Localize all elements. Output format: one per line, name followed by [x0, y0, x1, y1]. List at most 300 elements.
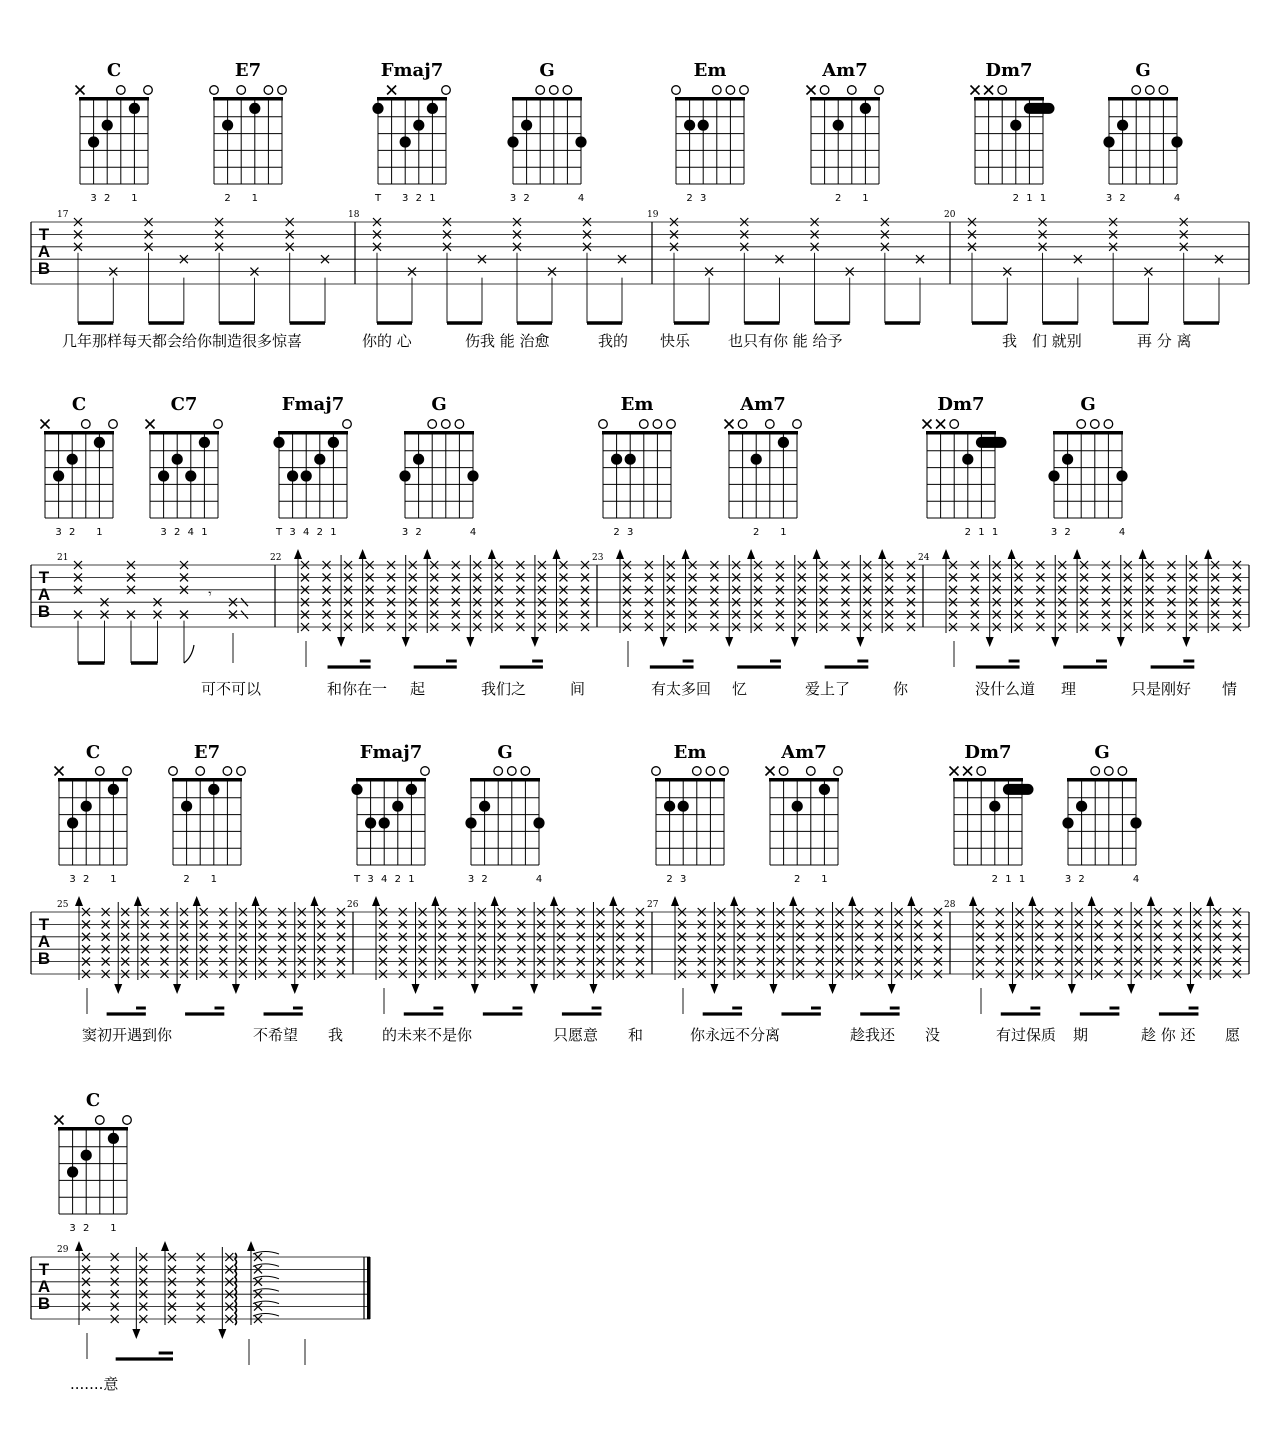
tab-clef-letter: B [37, 1294, 51, 1313]
tab-notes [74, 549, 1241, 667]
chord-name: G [1080, 394, 1096, 415]
finger-number: 1 [780, 527, 787, 538]
rest-symbol: 𝄾 [208, 587, 212, 602]
system-4 [31, 1090, 371, 1393]
tab-clef-letter: T [38, 568, 50, 587]
strum-up-arrow [431, 896, 439, 906]
arpeggio [235, 1253, 237, 1325]
chord-grid [512, 97, 582, 184]
chord-name: Dm7 [985, 60, 1033, 81]
open-marker [563, 86, 572, 95]
measure-number: 19 [647, 210, 659, 220]
strum-up-arrow [1147, 896, 1155, 906]
flag [184, 645, 194, 663]
finger-dot [611, 454, 622, 465]
finger-number: 1 [429, 193, 436, 204]
finger-number: 1 [201, 527, 208, 538]
measure-number: 29 [57, 1245, 69, 1255]
nut [602, 431, 672, 435]
nut [1067, 778, 1137, 782]
finger-dot [1076, 801, 1087, 812]
open-marker [455, 420, 464, 429]
finger-dot [507, 136, 518, 147]
strum-up-arrow [359, 549, 367, 559]
lyric-text: 的未来不是你 [382, 1026, 473, 1044]
strum-down-arrow [725, 637, 733, 647]
tab-notes [75, 1241, 305, 1365]
tab-notes [74, 218, 1223, 323]
finger-number: 2 [1078, 874, 1085, 885]
strum-up-arrow [252, 896, 260, 906]
chord-diagram [55, 1090, 132, 1234]
nut [1053, 431, 1123, 435]
finger-dot [53, 470, 64, 481]
finger-number: 2 [991, 874, 998, 885]
finger-dot [67, 1166, 78, 1177]
finger-dot [314, 454, 325, 465]
mute-marker [76, 86, 85, 95]
finger-dot [81, 801, 92, 812]
lyric-text: 爱上了 [805, 680, 851, 698]
finger-number: 2 [613, 527, 620, 538]
nut [953, 778, 1023, 782]
open-marker [494, 767, 503, 776]
mute-marker [984, 86, 993, 95]
finger-dot [465, 817, 476, 828]
finger-number: 1 [110, 1223, 117, 1234]
tab-clef-letter: A [37, 242, 51, 261]
strum-down-arrow [1127, 984, 1135, 994]
chord-name: Am7 [740, 394, 786, 415]
tab-clef [38, 1260, 50, 1313]
finger-number: 2 [83, 874, 90, 885]
chord-grid [172, 778, 242, 865]
measure-number: 25 [57, 900, 69, 910]
mute-marker [963, 767, 972, 776]
finger-number: 2 [481, 874, 488, 885]
open-marker [536, 86, 545, 95]
open-marker [1105, 767, 1114, 776]
strum-down-arrow [173, 984, 181, 994]
finger-number: 1 [408, 874, 415, 885]
finger-dot [301, 470, 312, 481]
strum-down-arrow [337, 637, 345, 647]
lyrics [62, 332, 1192, 350]
strum-up-arrow [878, 549, 886, 559]
finger-dot [88, 136, 99, 147]
chord-diagram [1062, 742, 1141, 885]
finger-number: 1 [991, 527, 999, 538]
lyric-text: 期 [1073, 1026, 1089, 1044]
strum-down-arrow [829, 984, 837, 994]
measure-number: 23 [592, 553, 604, 563]
chord-name: E7 [193, 742, 221, 763]
finger-dot [1116, 470, 1127, 481]
chord-diagram [55, 742, 132, 885]
lyric-text: 再 分 离 [1137, 332, 1192, 350]
chord-diagram [372, 60, 450, 204]
open-marker [237, 767, 246, 776]
lyric-text: 忆 [732, 680, 748, 698]
nut [149, 431, 219, 435]
finger-number: 2 [104, 193, 111, 204]
strum-up-arrow [1206, 896, 1214, 906]
finger-number: 4 [1118, 527, 1126, 538]
tab-notes [75, 896, 1241, 1014]
strum-down-arrow [986, 637, 994, 647]
mute-marker [950, 767, 959, 776]
nut [655, 778, 725, 782]
finger-dot [819, 784, 830, 795]
lyric-text: 没 [925, 1026, 941, 1044]
finger-number: 1 [330, 527, 337, 538]
lyric-text: 只是刚好 [1131, 680, 1192, 698]
finger-dot [413, 120, 424, 131]
strum-up-arrow [161, 1241, 169, 1251]
chord-diagram [672, 60, 749, 204]
nut [675, 97, 745, 101]
finger-number: 2 [686, 193, 693, 204]
finger-dot [372, 103, 383, 114]
open-marker [1091, 767, 1100, 776]
chord-diagram [599, 394, 676, 538]
finger-number: 3 [401, 527, 409, 538]
tie [253, 1252, 279, 1255]
finger-dot [467, 470, 478, 481]
finger-dot [833, 120, 844, 131]
finger-number: 1 [978, 527, 985, 538]
finger-dot [365, 817, 376, 828]
finger-number: 4 [577, 193, 585, 204]
mute-marker [146, 420, 155, 429]
finger-dot [94, 437, 105, 448]
open-marker [82, 420, 91, 429]
tab-clef-letter: T [38, 225, 50, 244]
finger-number: 1 [1018, 874, 1026, 885]
lyrics [201, 680, 1237, 698]
open-marker [1132, 86, 1141, 95]
strum-down-arrow [232, 984, 240, 994]
open-marker [807, 767, 816, 776]
finger-number: 3 [160, 527, 167, 538]
finger-number: 2 [394, 874, 401, 885]
open-marker [793, 420, 802, 429]
tie [253, 1301, 279, 1304]
strum-up-arrow [75, 1241, 83, 1251]
nut [377, 97, 447, 101]
chord-name: G [1135, 60, 1151, 81]
finger-number: T [353, 874, 361, 885]
open-marker [766, 420, 775, 429]
chord-name: G [1094, 742, 1110, 763]
finger-dot [108, 784, 119, 795]
chord-name: G [497, 742, 513, 763]
lyric-text: 可不可以 [201, 680, 262, 698]
lyric-text: .......意 [70, 1375, 119, 1393]
finger-number: 3 [289, 527, 296, 538]
chord-name: Am7 [822, 60, 868, 81]
chord-diagram [146, 394, 223, 538]
chord-diagram [807, 60, 884, 204]
strum-down-arrow [466, 637, 474, 647]
finger-dot [1010, 120, 1021, 131]
finger-dot [792, 801, 803, 812]
nut [470, 778, 540, 782]
lyric-text: 情 [1222, 680, 1238, 698]
finger-number: T [374, 193, 382, 204]
open-marker [726, 86, 735, 95]
finger-dot [406, 784, 417, 795]
finger-dot [1103, 136, 1114, 147]
finger-dot [664, 801, 675, 812]
open-marker [508, 767, 517, 776]
measure-number: 24 [918, 553, 930, 563]
nut [926, 431, 996, 435]
finger-dot [962, 454, 973, 465]
lyric-text: 有过保质 [996, 1026, 1057, 1044]
chord-diagrams [55, 742, 1142, 885]
chord-diagram [725, 394, 802, 538]
chord-diagrams [76, 60, 1183, 204]
open-marker [117, 86, 126, 95]
chord-diagram [273, 394, 351, 538]
strum-up-arrow [1073, 549, 1081, 559]
open-marker [264, 86, 273, 95]
lyric-text: 们 就别 [1032, 332, 1082, 350]
finger-number: 2 [83, 1223, 90, 1234]
open-marker [237, 86, 246, 95]
strum-down-arrow [471, 984, 479, 994]
strum-down-arrow [589, 984, 597, 994]
strum-up-arrow [550, 896, 558, 906]
finger-dot [208, 784, 219, 795]
finger-dot [67, 817, 78, 828]
finger-number: 2 [224, 193, 231, 204]
open-marker [428, 420, 437, 429]
tab-clef-letter: A [37, 1277, 51, 1296]
open-marker [214, 420, 223, 429]
finger-dot [533, 817, 544, 828]
open-marker [196, 767, 205, 776]
tab-clef-letter: A [37, 932, 51, 951]
finger-number: 3 [700, 193, 707, 204]
strum-up-arrow [730, 896, 738, 906]
finger-dot [778, 437, 789, 448]
open-marker [223, 767, 232, 776]
lyric-text: 我 [1002, 332, 1018, 350]
chord-diagrams [41, 394, 1128, 538]
chord-diagram [923, 394, 1002, 538]
strum-down-arrow [218, 1329, 226, 1339]
nut [172, 778, 242, 782]
finger-dot [199, 437, 210, 448]
tab-clef-letter: B [37, 949, 51, 968]
lyric-text: 只愿意 [553, 1026, 599, 1044]
finger-dot [222, 120, 233, 131]
chord-name: Fmaj7 [281, 394, 345, 415]
lyric-text: 不希望 [253, 1026, 299, 1044]
strum-up-arrow [294, 549, 302, 559]
tab-clef [38, 568, 50, 621]
nut [512, 97, 582, 101]
open-marker [720, 767, 729, 776]
tab-clef-letter: A [37, 585, 51, 604]
nut [404, 431, 474, 435]
lyric-text: 我们之 [481, 680, 527, 698]
strum-down-arrow [114, 984, 122, 994]
open-marker [1077, 420, 1086, 429]
chord-name: Am7 [781, 742, 827, 763]
finger-number: 2 [183, 874, 190, 885]
lyric-text: 也只有你 能 给予 [728, 332, 843, 350]
finger-dot [273, 437, 284, 448]
finger-number: T [275, 527, 283, 538]
open-marker [738, 420, 747, 429]
chord-name: C [71, 394, 87, 415]
lyric-text: 和 [628, 1026, 644, 1044]
finger-number: 3 [367, 874, 374, 885]
chord-diagram [351, 742, 429, 885]
lyric-text: 和你在一 [327, 680, 388, 698]
finger-number: 3 [1105, 193, 1113, 204]
strum-down-arrow [1117, 637, 1125, 647]
strum-up-arrow [848, 896, 856, 906]
open-marker [1146, 86, 1155, 95]
lyric-text: 我的 [598, 332, 629, 350]
strum-up-arrow [491, 896, 499, 906]
nut [974, 97, 1044, 101]
finger-number: 1 [1026, 193, 1033, 204]
finger-dot [860, 103, 871, 114]
chord-diagram [971, 60, 1050, 204]
lyric-text: 理 [1061, 680, 1077, 698]
finger-number: 4 [1173, 193, 1181, 204]
open-marker [848, 86, 857, 95]
strum-up-arrow [1204, 549, 1212, 559]
tie [253, 1289, 279, 1292]
open-marker [998, 86, 1007, 95]
strum-up-arrow [907, 896, 915, 906]
finger-number: 2 [835, 193, 842, 204]
chord-name: Em [693, 60, 727, 81]
strum-up-arrow [813, 549, 821, 559]
open-marker [599, 420, 608, 429]
strum-up-arrow [423, 549, 431, 559]
finger-number: 2 [964, 527, 971, 538]
finger-number: 3 [55, 527, 62, 538]
finger-dot [989, 801, 1000, 812]
strum-up-arrow [552, 549, 560, 559]
chord-diagram [76, 60, 153, 204]
measure-number: 28 [944, 900, 956, 910]
open-marker [652, 767, 661, 776]
finger-dot [108, 1133, 119, 1144]
finger-number: 3 [1064, 874, 1072, 885]
chord-diagram [210, 60, 287, 204]
system-2 [31, 394, 1249, 698]
mute-marker [971, 86, 980, 95]
finger-number: 2 [1119, 193, 1126, 204]
finger-number: 2 [415, 193, 422, 204]
finger-dot [158, 470, 169, 481]
finger-dot [379, 817, 390, 828]
finger-dot [678, 801, 689, 812]
open-marker [96, 767, 105, 776]
finger-dot [129, 103, 140, 114]
nut [728, 431, 798, 435]
finger-dot [1062, 454, 1073, 465]
nut [44, 431, 114, 435]
finger-number: 2 [69, 527, 76, 538]
strum-up-arrow [747, 549, 755, 559]
finger-number: 1 [110, 874, 117, 885]
finger-number: 3 [627, 527, 634, 538]
nut [1108, 97, 1178, 101]
lyrics [70, 1375, 118, 1393]
strum-up-arrow [134, 896, 142, 906]
open-marker [653, 420, 662, 429]
strum-down-arrow [132, 1329, 140, 1339]
finger-dot [185, 470, 196, 481]
strum-up-arrow [247, 1241, 255, 1251]
strum-down-arrow [660, 637, 668, 647]
open-marker [521, 767, 530, 776]
chord-grid [404, 431, 474, 518]
mute-marker [766, 767, 775, 776]
open-marker [640, 420, 649, 429]
finger-number: 2 [1064, 527, 1071, 538]
open-marker [693, 767, 702, 776]
chord-grid [602, 431, 672, 518]
lyric-text: 你永远不分离 [690, 1026, 781, 1044]
lyric-text: 窦初开遇到你 [82, 1026, 173, 1044]
mute-marker [55, 767, 64, 776]
finger-dot [400, 136, 411, 147]
finger-number: 4 [187, 527, 194, 538]
open-marker [834, 767, 843, 776]
measure-number: 21 [57, 553, 69, 563]
chord-grid [675, 97, 745, 184]
finger-dot [181, 801, 192, 812]
finger-number: 1 [131, 193, 138, 204]
chord-name: G [539, 60, 555, 81]
finger-number: 2 [174, 527, 181, 538]
open-marker [210, 86, 219, 95]
chord-name: E7 [234, 60, 262, 81]
tab-clef [38, 915, 50, 968]
chord-name: Dm7 [937, 394, 985, 415]
strum-up-arrow [969, 896, 977, 906]
tab-clef-letter: B [37, 602, 51, 621]
chord-diagram [766, 742, 843, 885]
finger-dot [399, 470, 410, 481]
chord-grid [1053, 431, 1123, 518]
finger-number: 1 [1005, 874, 1012, 885]
open-marker [144, 86, 153, 95]
open-marker [169, 767, 178, 776]
open-marker [123, 1116, 132, 1125]
open-marker [96, 1116, 105, 1125]
finger-dot [351, 784, 362, 795]
finger-number: 1 [1039, 193, 1047, 204]
tab-clef-letter: T [38, 915, 50, 934]
finger-dot [427, 103, 438, 114]
open-marker [740, 86, 749, 95]
strum-down-arrow [1051, 637, 1059, 647]
lyric-text: 愿 [1225, 1026, 1241, 1044]
strum-down-arrow [531, 637, 539, 647]
system-1 [31, 60, 1249, 350]
